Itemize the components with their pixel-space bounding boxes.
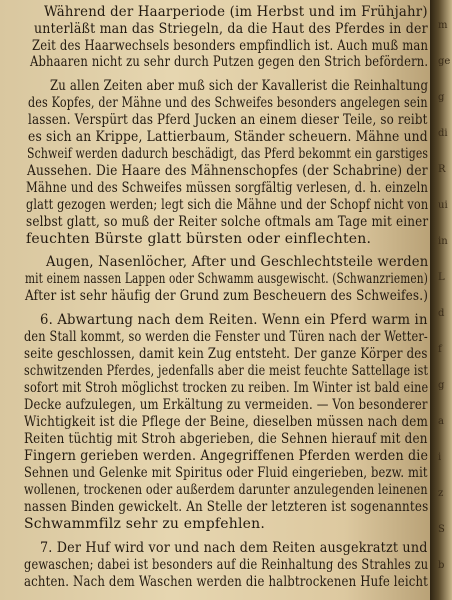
text-line: glatt gezogen werden; legt sich die Mähne und der Schopf nicht von — [26, 197, 429, 213]
text-line: achten. Nach dem Waschen werden die halbtrockenen Hufe leicht — [24, 574, 429, 590]
next-page-fragment: g — [438, 92, 445, 103]
section-heading-line: 6. Abwartung nach dem Reiten. Wenn ein Pferd warm in — [40, 312, 428, 328]
text-line: mit einem nassen Lappen oder Schwamm ausgewischt. (Schwanzriemen) — [25, 271, 429, 287]
text-line: nassen Binden gewickelt. An Stelle der letzteren ist sogenanntes — [24, 499, 429, 515]
next-page-fragment: ui — [438, 200, 448, 211]
next-page-fragment: g — [438, 380, 445, 391]
text-line: Schwammfilz sehr zu empfehlen. — [24, 516, 265, 532]
next-page-fragment: f — [438, 344, 442, 355]
text-line: selbst glatt, so muß der Reiter solche oftmals am Tage mit einer — [26, 214, 429, 230]
text-line: Reiten tüchtig mit Stroh abgerieben, die Sehnen hierauf mit den — [24, 431, 428, 447]
next-page-edge — [430, 0, 452, 600]
next-page-fragment: a — [438, 416, 444, 427]
text-line: es sich an Krippe, Lattierbaum, Ständer scheuern. Mähne und — [28, 129, 428, 145]
text-line: Aussehen. Die Haare des Mähnenschopfes (der Schabrine) der — [27, 163, 428, 179]
next-page-fragment: z — [438, 488, 444, 499]
text-line: Während der Haarperiode (im Herbst und im Frühjahr) — [44, 4, 428, 20]
text-line: Mähne und des Schweifes müssen sorgfältig verlesen, d. h. einzeln — [26, 180, 429, 196]
next-page-fragment: i — [438, 452, 442, 463]
next-page-fragment: L — [438, 272, 445, 283]
text-line: wollenen, trockenen oder außerdem darunter anzulegenden leinenen — [24, 482, 428, 498]
text-line: feuchten Bürste glatt bürsten oder einflechten. — [26, 231, 372, 247]
text-line: After ist sehr häufig der Grund zum Bescheuern des Schweifes.) — [25, 288, 429, 304]
text-line: sofort mit Stroh möglichst trocken zu reiben. Im Winter ist bald eine — [24, 380, 429, 396]
text-line: Augen, Nasenlöcher, After und Geschlechtsteile werden — [46, 254, 429, 270]
next-page-fragment: S — [438, 524, 445, 535]
next-page-fragment: m — [438, 20, 448, 31]
text-line: Fingern gerieben werden. Angegriffenen Pferden werden die — [24, 448, 429, 464]
text-line: Zu allen Zeiten aber muß sich der Kavallerist die Reinhaltung — [50, 78, 429, 94]
next-page-fragment: R — [438, 164, 446, 175]
text-line: Schweif werden dadurch beschädigt, das Pferd bekommt ein garstiges — [27, 146, 429, 162]
text-line: Sehnen und Gelenke mit Spiritus oder Fluid eingerieben, bezw. mit — [24, 465, 428, 481]
text-line: den Stall kommt, so werden die Fenster und Türen nach der Wetter- — [24, 329, 428, 345]
text-line: lassen. Verspürt das Pferd Jucken an einem dieser Teile, so reibt — [28, 112, 428, 128]
text-line: Wichtigkeit ist die Pflege der Beine, dieselben müssen nach dem — [24, 414, 429, 430]
next-page-fragment: ge — [438, 56, 451, 67]
text-line: Abhaaren nicht zu sehr durch Putzen gegen den Strich befördern. — [30, 54, 429, 70]
text-line: gewaschen; dabei ist besonders auf die Reinhaltung des Strahles zu — [24, 557, 429, 573]
next-page-fragment: in — [438, 236, 448, 247]
text-line: unterläßt man das Striegeln, da die Haut des Pferdes in der — [34, 21, 428, 37]
text-line: Zeit des Haarwechsels besonders empfindlich ist. Auch muß man — [32, 38, 429, 54]
next-page-fragment: di — [438, 128, 448, 139]
text-line: Decke aufzulegen, um Erkältung zu vermeiden. — Von besonderer — [24, 397, 428, 413]
text-line: des Kopfes, der Mähne und des Schweifes besonders angelegen sein — [28, 95, 428, 111]
text-line: seite geschlossen, damit kein Zug entsteht. Der ganze Körper des — [24, 346, 428, 362]
text-line: 7. Der Huf wird vor und nach dem Reiten ausgekratzt und — [40, 540, 428, 556]
next-page-fragment: d — [438, 308, 445, 319]
next-page-fragment: b — [438, 560, 445, 571]
text-line: schwitzenden Pferdes, jedenfalls aber die meist feuchte Sattellage ist — [24, 363, 429, 379]
